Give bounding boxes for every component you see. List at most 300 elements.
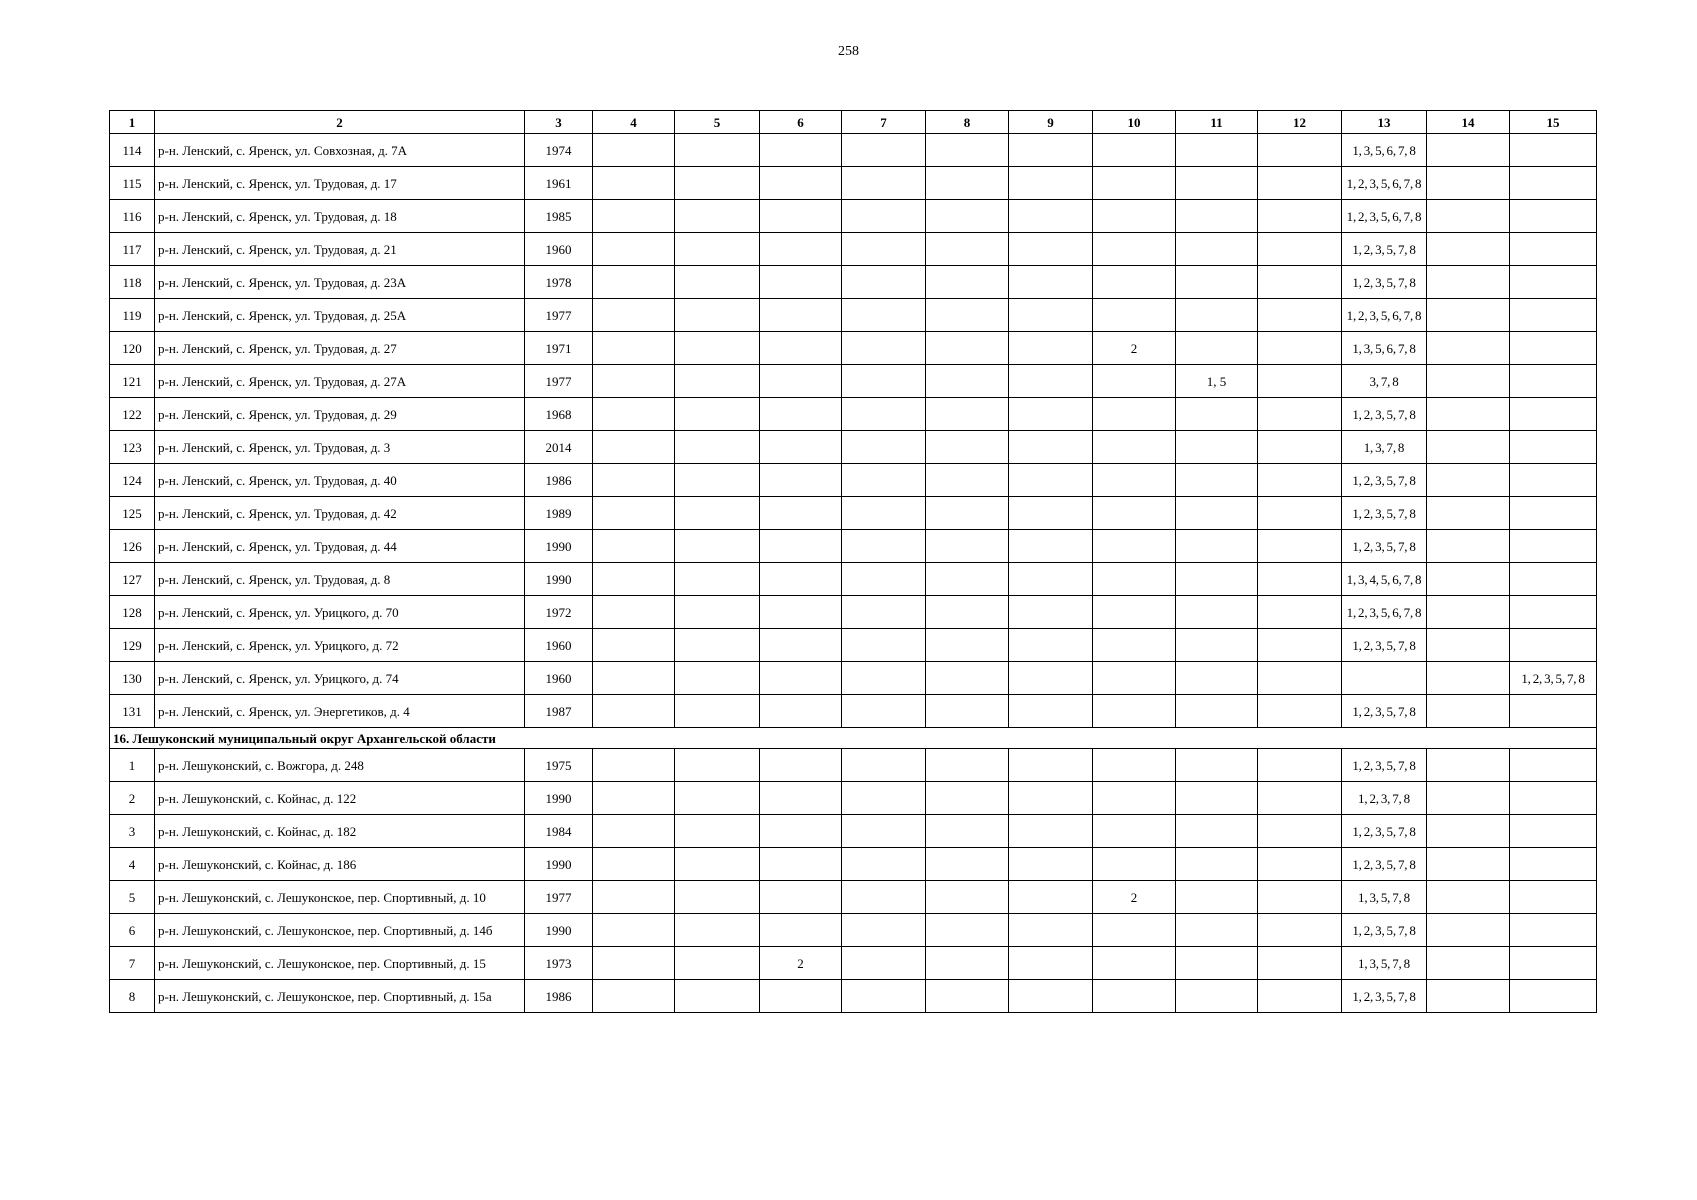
section-title: 16. Лешуконский муниципальный округ Архангельской области — [110, 728, 1597, 749]
cell-col-14 — [1427, 563, 1510, 596]
cell-col-10 — [1093, 815, 1176, 848]
cell-col-8 — [926, 233, 1009, 266]
cell-col-10 — [1093, 695, 1176, 728]
cell-col-10 — [1093, 233, 1176, 266]
cell-col-14 — [1427, 200, 1510, 233]
cell-col-13: 3, 7, 8 — [1342, 365, 1427, 398]
cell-col-14 — [1427, 332, 1510, 365]
cell-col-3: 1987 — [525, 695, 593, 728]
cell-col-4 — [593, 398, 675, 431]
cell-col-15 — [1510, 134, 1597, 167]
table-row — [110, 167, 1597, 200]
cell-col-7 — [842, 134, 926, 167]
column-header-7: 7 — [842, 111, 926, 134]
cell-col-1: 123 — [110, 431, 155, 464]
cell-col-2: р-н. Ленский, с. Яренск, ул. Трудовая, д. 27 — [155, 332, 525, 365]
cell-col-13: 1, 3, 5, 7, 8 — [1342, 947, 1427, 980]
cell-col-4 — [593, 464, 675, 497]
cell-col-13: 1, 2, 3, 5, 7, 8 — [1342, 530, 1427, 563]
cell-col-11: 1, 5 — [1176, 365, 1258, 398]
cell-col-9 — [1009, 782, 1093, 815]
cell-col-2: р-н. Лешуконский, с. Лешуконское, пер. Спортивный, д. 10 — [155, 881, 525, 914]
cell-col-7 — [842, 662, 926, 695]
cell-col-6 — [760, 464, 842, 497]
cell-col-11 — [1176, 299, 1258, 332]
cell-col-2: р-н. Ленский, с. Яренск, ул. Трудовая, д. 42 — [155, 497, 525, 530]
cell-col-7 — [842, 497, 926, 530]
cell-col-1: 7 — [110, 947, 155, 980]
cell-col-12 — [1258, 431, 1342, 464]
cell-col-14 — [1427, 431, 1510, 464]
cell-col-1: 3 — [110, 815, 155, 848]
cell-col-1: 125 — [110, 497, 155, 530]
cell-col-4 — [593, 629, 675, 662]
cell-col-4 — [593, 881, 675, 914]
cell-col-10 — [1093, 596, 1176, 629]
cell-col-12 — [1258, 815, 1342, 848]
cell-col-11 — [1176, 980, 1258, 1013]
cell-col-14 — [1427, 398, 1510, 431]
cell-col-9 — [1009, 596, 1093, 629]
cell-col-2: р-н. Ленский, с. Яренск, ул. Трудовая, д. 40 — [155, 464, 525, 497]
column-header-13: 13 — [1342, 111, 1427, 134]
column-header-2: 2 — [155, 111, 525, 134]
cell-col-13: 1, 2, 3, 5, 7, 8 — [1342, 695, 1427, 728]
cell-col-2: р-н. Ленский, с. Яренск, ул. Трудовая, д. 18 — [155, 200, 525, 233]
cell-col-1: 124 — [110, 464, 155, 497]
cell-col-8 — [926, 980, 1009, 1013]
cell-col-4 — [593, 200, 675, 233]
cell-col-4 — [593, 695, 675, 728]
cell-col-15 — [1510, 299, 1597, 332]
cell-col-10 — [1093, 464, 1176, 497]
cell-col-15 — [1510, 464, 1597, 497]
cell-col-3: 1990 — [525, 782, 593, 815]
cell-col-9 — [1009, 881, 1093, 914]
cell-col-8 — [926, 749, 1009, 782]
cell-col-9 — [1009, 749, 1093, 782]
cell-col-8 — [926, 266, 1009, 299]
cell-col-9 — [1009, 167, 1093, 200]
cell-col-11 — [1176, 563, 1258, 596]
cell-col-10 — [1093, 662, 1176, 695]
cell-col-14 — [1427, 749, 1510, 782]
cell-col-9 — [1009, 332, 1093, 365]
cell-col-6 — [760, 398, 842, 431]
column-header-3: 3 — [525, 111, 593, 134]
column-header-15: 15 — [1510, 111, 1597, 134]
cell-col-12 — [1258, 530, 1342, 563]
cell-col-13: 1, 2, 3, 5, 7, 8 — [1342, 464, 1427, 497]
cell-col-10: 2 — [1093, 881, 1176, 914]
cell-col-11 — [1176, 134, 1258, 167]
cell-col-11 — [1176, 815, 1258, 848]
cell-col-11 — [1176, 881, 1258, 914]
cell-col-7 — [842, 530, 926, 563]
cell-col-15 — [1510, 266, 1597, 299]
cell-col-10: 2 — [1093, 332, 1176, 365]
cell-col-15 — [1510, 815, 1597, 848]
cell-col-7 — [842, 398, 926, 431]
cell-col-13: 1, 2, 3, 5, 7, 8 — [1342, 914, 1427, 947]
cell-col-1: 130 — [110, 662, 155, 695]
cell-col-15 — [1510, 947, 1597, 980]
cell-col-6 — [760, 167, 842, 200]
cell-col-4 — [593, 299, 675, 332]
cell-col-3: 1972 — [525, 596, 593, 629]
table-row — [110, 563, 1597, 596]
cell-col-9 — [1009, 200, 1093, 233]
cell-col-12 — [1258, 596, 1342, 629]
cell-col-12 — [1258, 848, 1342, 881]
cell-col-4 — [593, 848, 675, 881]
cell-col-12 — [1258, 167, 1342, 200]
cell-col-7 — [842, 815, 926, 848]
cell-col-11 — [1176, 695, 1258, 728]
table-row — [110, 134, 1597, 167]
cell-col-2: р-н. Лешуконский, с. Лешуконское, пер. Спортивный, д. 14б — [155, 914, 525, 947]
cell-col-14 — [1427, 815, 1510, 848]
cell-col-7 — [842, 980, 926, 1013]
cell-col-10 — [1093, 980, 1176, 1013]
cell-col-4 — [593, 365, 675, 398]
cell-col-9 — [1009, 563, 1093, 596]
cell-col-10 — [1093, 398, 1176, 431]
cell-col-3: 1960 — [525, 629, 593, 662]
cell-col-1: 8 — [110, 980, 155, 1013]
cell-col-9 — [1009, 134, 1093, 167]
cell-col-15 — [1510, 398, 1597, 431]
cell-col-3: 1977 — [525, 881, 593, 914]
cell-col-5 — [675, 431, 760, 464]
cell-col-3: 1986 — [525, 980, 593, 1013]
cell-col-4 — [593, 431, 675, 464]
cell-col-13: 1, 3, 5, 6, 7, 8 — [1342, 134, 1427, 167]
cell-col-11 — [1176, 662, 1258, 695]
cell-col-5 — [675, 749, 760, 782]
cell-col-12 — [1258, 629, 1342, 662]
cell-col-6 — [760, 134, 842, 167]
cell-col-4 — [593, 947, 675, 980]
cell-col-5 — [675, 332, 760, 365]
cell-col-3: 1975 — [525, 749, 593, 782]
cell-col-15 — [1510, 782, 1597, 815]
table-row — [110, 596, 1597, 629]
table-row — [110, 530, 1597, 563]
cell-col-6 — [760, 200, 842, 233]
cell-col-8 — [926, 662, 1009, 695]
cell-col-9 — [1009, 497, 1093, 530]
cell-col-11 — [1176, 530, 1258, 563]
cell-col-4 — [593, 530, 675, 563]
table-row — [110, 782, 1597, 815]
cell-col-12 — [1258, 881, 1342, 914]
cell-col-10 — [1093, 134, 1176, 167]
cell-col-12 — [1258, 914, 1342, 947]
cell-col-4 — [593, 662, 675, 695]
cell-col-15 — [1510, 563, 1597, 596]
cell-col-1: 1 — [110, 749, 155, 782]
cell-col-10 — [1093, 749, 1176, 782]
cell-col-8 — [926, 299, 1009, 332]
cell-col-11 — [1176, 914, 1258, 947]
cell-col-6 — [760, 881, 842, 914]
cell-col-4 — [593, 563, 675, 596]
cell-col-13: 1, 2, 3, 5, 7, 8 — [1342, 815, 1427, 848]
cell-col-12 — [1258, 662, 1342, 695]
table-row — [110, 332, 1597, 365]
cell-col-2: р-н. Ленский, с. Яренск, ул. Энергетиков, д. 4 — [155, 695, 525, 728]
cell-col-13: 1, 2, 3, 5, 6, 7, 8 — [1342, 200, 1427, 233]
cell-col-4 — [593, 167, 675, 200]
cell-col-14 — [1427, 947, 1510, 980]
cell-col-3: 1984 — [525, 815, 593, 848]
cell-col-13: 1, 2, 3, 5, 6, 7, 8 — [1342, 299, 1427, 332]
cell-col-11 — [1176, 497, 1258, 530]
column-header-10: 10 — [1093, 111, 1176, 134]
cell-col-14 — [1427, 881, 1510, 914]
cell-col-10 — [1093, 431, 1176, 464]
cell-col-9 — [1009, 914, 1093, 947]
cell-col-2: р-н. Лешуконский, с. Лешуконское, пер. Спортивный, д. 15 — [155, 947, 525, 980]
column-header-11: 11 — [1176, 111, 1258, 134]
cell-col-13: 1, 2, 3, 5, 7, 8 — [1342, 980, 1427, 1013]
cell-col-2: р-н. Ленский, с. Яренск, ул. Трудовая, д. 23А — [155, 266, 525, 299]
cell-col-5 — [675, 530, 760, 563]
cell-col-10 — [1093, 782, 1176, 815]
cell-col-7 — [842, 167, 926, 200]
cell-col-10 — [1093, 914, 1176, 947]
cell-col-15 — [1510, 332, 1597, 365]
cell-col-12 — [1258, 398, 1342, 431]
cell-col-15 — [1510, 431, 1597, 464]
cell-col-15 — [1510, 200, 1597, 233]
cell-col-2: р-н. Ленский, с. Яренск, ул. Урицкого, д. 72 — [155, 629, 525, 662]
cell-col-5 — [675, 881, 760, 914]
cell-col-9 — [1009, 662, 1093, 695]
cell-col-14 — [1427, 299, 1510, 332]
cell-col-7 — [842, 947, 926, 980]
cell-col-8 — [926, 431, 1009, 464]
cell-col-8 — [926, 596, 1009, 629]
cell-col-7 — [842, 629, 926, 662]
cell-col-14 — [1427, 629, 1510, 662]
cell-col-8 — [926, 848, 1009, 881]
cell-col-13: 1, 2, 3, 7, 8 — [1342, 782, 1427, 815]
cell-col-8 — [926, 563, 1009, 596]
cell-col-2: р-н. Ленский, с. Яренск, ул. Урицкого, д. 70 — [155, 596, 525, 629]
cell-col-8 — [926, 782, 1009, 815]
cell-col-6 — [760, 332, 842, 365]
cell-col-6 — [760, 980, 842, 1013]
cell-col-13: 1, 3, 5, 7, 8 — [1342, 881, 1427, 914]
cell-col-2: р-н. Ленский, с. Яренск, ул. Трудовая, д. 25А — [155, 299, 525, 332]
cell-col-9 — [1009, 431, 1093, 464]
cell-col-14 — [1427, 695, 1510, 728]
cell-col-13: 1, 2, 3, 5, 7, 8 — [1342, 629, 1427, 662]
cell-col-5 — [675, 629, 760, 662]
cell-col-8 — [926, 134, 1009, 167]
cell-col-5 — [675, 848, 760, 881]
cell-col-10 — [1093, 563, 1176, 596]
cell-col-6 — [760, 782, 842, 815]
cell-col-7 — [842, 233, 926, 266]
table-row — [110, 980, 1597, 1013]
cell-col-11 — [1176, 167, 1258, 200]
table-row — [110, 662, 1597, 695]
cell-col-8 — [926, 464, 1009, 497]
cell-col-7 — [842, 266, 926, 299]
cell-col-5 — [675, 233, 760, 266]
cell-col-13: 1, 2, 3, 5, 7, 8 — [1342, 266, 1427, 299]
cell-col-3: 1968 — [525, 398, 593, 431]
cell-col-8 — [926, 332, 1009, 365]
cell-col-14 — [1427, 464, 1510, 497]
cell-col-8 — [926, 497, 1009, 530]
cell-col-9 — [1009, 815, 1093, 848]
cell-col-1: 122 — [110, 398, 155, 431]
cell-col-2: р-н. Лешуконский, с. Койнас, д. 182 — [155, 815, 525, 848]
cell-col-15 — [1510, 365, 1597, 398]
cell-col-7 — [842, 332, 926, 365]
cell-col-3: 1989 — [525, 497, 593, 530]
cell-col-14 — [1427, 914, 1510, 947]
column-header-8: 8 — [926, 111, 1009, 134]
cell-col-8 — [926, 530, 1009, 563]
cell-col-6 — [760, 662, 842, 695]
cell-col-2: р-н. Лешуконский, с. Койнас, д. 122 — [155, 782, 525, 815]
cell-col-14 — [1427, 365, 1510, 398]
cell-col-14 — [1427, 848, 1510, 881]
data-table — [109, 110, 1597, 1013]
table-row — [110, 464, 1597, 497]
cell-col-2: р-н. Ленский, с. Яренск, ул. Трудовая, д. 29 — [155, 398, 525, 431]
cell-col-13: 1, 3, 5, 6, 7, 8 — [1342, 332, 1427, 365]
cell-col-1: 128 — [110, 596, 155, 629]
cell-col-14 — [1427, 497, 1510, 530]
cell-col-4 — [593, 749, 675, 782]
table-body-top — [110, 134, 1597, 728]
cell-col-8 — [926, 629, 1009, 662]
column-header-6: 6 — [760, 111, 842, 134]
cell-col-10 — [1093, 266, 1176, 299]
table-row — [110, 848, 1597, 881]
cell-col-2: р-н. Ленский, с. Яренск, ул. Совхозная, д. 7А — [155, 134, 525, 167]
cell-col-14 — [1427, 134, 1510, 167]
cell-col-1: 5 — [110, 881, 155, 914]
cell-col-10 — [1093, 629, 1176, 662]
cell-col-5 — [675, 947, 760, 980]
cell-col-5 — [675, 398, 760, 431]
cell-col-5 — [675, 365, 760, 398]
cell-col-15 — [1510, 596, 1597, 629]
cell-col-2: р-н. Ленский, с. Яренск, ул. Трудовая, д. 3 — [155, 431, 525, 464]
cell-col-9 — [1009, 629, 1093, 662]
cell-col-4 — [593, 233, 675, 266]
cell-col-3: 1960 — [525, 662, 593, 695]
cell-col-12 — [1258, 299, 1342, 332]
cell-col-2: р-н. Ленский, с. Яренск, ул. Трудовая, д. 8 — [155, 563, 525, 596]
section-row — [110, 728, 1597, 749]
cell-col-3: 1990 — [525, 848, 593, 881]
cell-col-6 — [760, 365, 842, 398]
cell-col-9 — [1009, 947, 1093, 980]
cell-col-12 — [1258, 233, 1342, 266]
cell-col-3: 1971 — [525, 332, 593, 365]
cell-col-1: 2 — [110, 782, 155, 815]
table-row — [110, 266, 1597, 299]
cell-col-13: 1, 2, 3, 5, 7, 8 — [1342, 497, 1427, 530]
cell-col-6 — [760, 299, 842, 332]
cell-col-1: 121 — [110, 365, 155, 398]
cell-col-8 — [926, 695, 1009, 728]
cell-col-10 — [1093, 200, 1176, 233]
cell-col-10 — [1093, 530, 1176, 563]
cell-col-3: 1990 — [525, 914, 593, 947]
cell-col-1: 119 — [110, 299, 155, 332]
table-row — [110, 497, 1597, 530]
table-row — [110, 233, 1597, 266]
cell-col-3: 1990 — [525, 563, 593, 596]
cell-col-6 — [760, 233, 842, 266]
cell-col-5 — [675, 815, 760, 848]
cell-col-1: 127 — [110, 563, 155, 596]
cell-col-11 — [1176, 629, 1258, 662]
cell-col-6 — [760, 629, 842, 662]
cell-col-14 — [1427, 530, 1510, 563]
cell-col-11 — [1176, 947, 1258, 980]
cell-col-4 — [593, 815, 675, 848]
cell-col-8 — [926, 881, 1009, 914]
section-heading-group — [110, 728, 1597, 749]
cell-col-5 — [675, 563, 760, 596]
cell-col-12 — [1258, 947, 1342, 980]
cell-col-3: 1961 — [525, 167, 593, 200]
cell-col-4 — [593, 980, 675, 1013]
cell-col-11 — [1176, 332, 1258, 365]
table-row — [110, 881, 1597, 914]
cell-col-3: 1986 — [525, 464, 593, 497]
cell-col-1: 126 — [110, 530, 155, 563]
cell-col-3: 1973 — [525, 947, 593, 980]
cell-col-9 — [1009, 266, 1093, 299]
cell-col-12 — [1258, 695, 1342, 728]
column-header-9: 9 — [1009, 111, 1093, 134]
cell-col-12 — [1258, 782, 1342, 815]
cell-col-1: 6 — [110, 914, 155, 947]
cell-col-15 — [1510, 695, 1597, 728]
table-row — [110, 365, 1597, 398]
cell-col-1: 117 — [110, 233, 155, 266]
cell-col-7 — [842, 299, 926, 332]
cell-col-6: 2 — [760, 947, 842, 980]
cell-col-5 — [675, 299, 760, 332]
cell-col-5 — [675, 914, 760, 947]
cell-col-7 — [842, 881, 926, 914]
column-header-14: 14 — [1427, 111, 1510, 134]
cell-col-5 — [675, 596, 760, 629]
cell-col-13: 1, 3, 4, 5, 6, 7, 8 — [1342, 563, 1427, 596]
cell-col-11 — [1176, 749, 1258, 782]
cell-col-8 — [926, 167, 1009, 200]
cell-col-8 — [926, 365, 1009, 398]
cell-col-13: 1, 2, 3, 5, 6, 7, 8 — [1342, 596, 1427, 629]
cell-col-8 — [926, 947, 1009, 980]
cell-col-14 — [1427, 233, 1510, 266]
cell-col-3: 1978 — [525, 266, 593, 299]
cell-col-15 — [1510, 980, 1597, 1013]
cell-col-6 — [760, 914, 842, 947]
